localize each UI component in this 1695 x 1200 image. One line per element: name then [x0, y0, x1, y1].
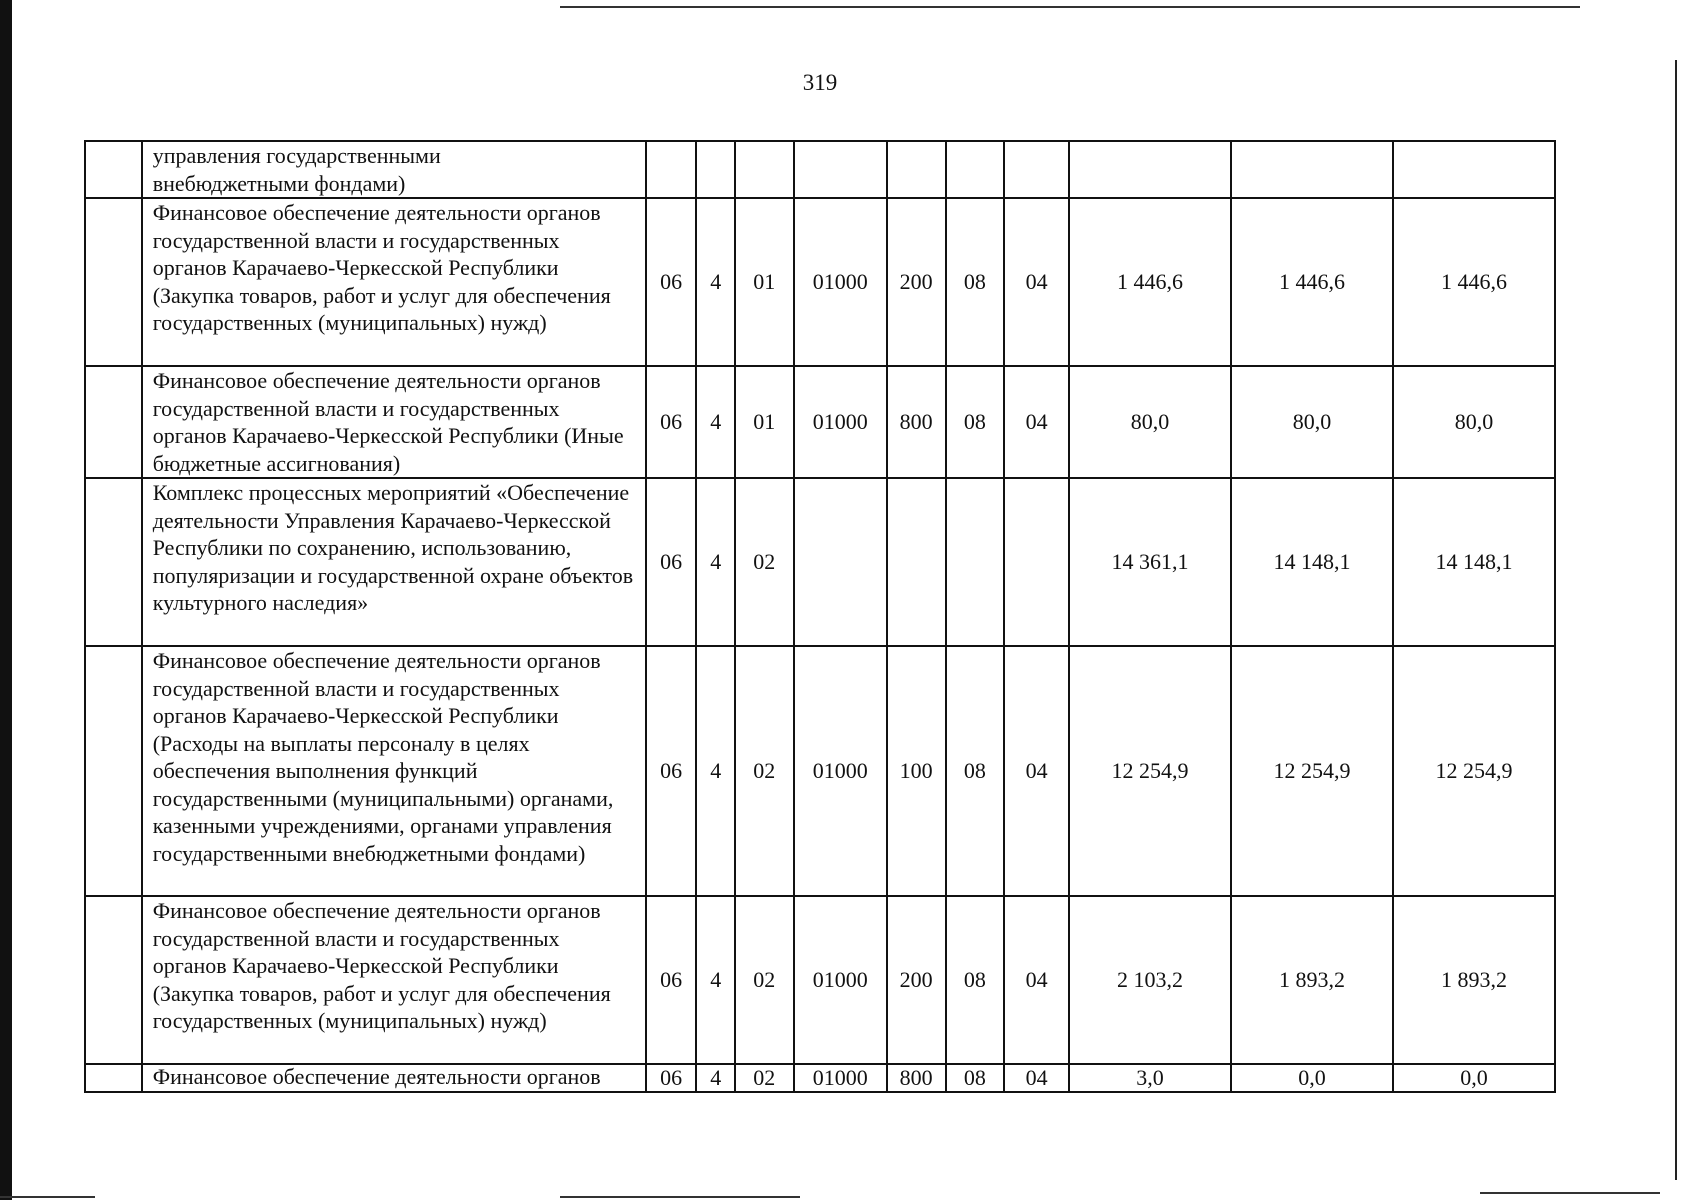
cell-code-2: [696, 141, 734, 198]
cell-code-4: [794, 478, 887, 646]
cell-amount-1: 12 254,9: [1069, 646, 1231, 896]
row-description: Комплекс процессных мероприятий «Обеспечение деятельности Управления Карачаево-Черкесской Республики по сохранению, использованию, популяризации и государственной охране объектов культурного наследия»: [142, 478, 646, 646]
row-index: [85, 198, 142, 366]
cell-code-2: 4: [696, 198, 734, 366]
scan-edge-right: [1675, 60, 1677, 1180]
cell-amount-1: 2 103,2: [1069, 896, 1231, 1064]
cell-code-7: 04: [1004, 198, 1069, 366]
cell-amount-2: 1 446,6: [1231, 198, 1393, 366]
cell-amount-3: 14 148,1: [1393, 478, 1555, 646]
row-description: управления государственными внебюджетными фондами): [142, 141, 646, 198]
cell-code-2: 4: [696, 366, 734, 478]
cell-amount-2: 80,0: [1231, 366, 1393, 478]
cell-code-1: 06: [646, 646, 697, 896]
table-row: [85, 366, 1555, 478]
row-index: [85, 1064, 142, 1092]
cell-code-4: 01000: [794, 1064, 887, 1092]
cell-code-6: 08: [946, 198, 1005, 366]
cell-code-4: 01000: [794, 896, 887, 1064]
cell-code-5: [887, 141, 946, 198]
cell-code-2: 4: [696, 1064, 734, 1092]
cell-code-3: 02: [735, 1064, 794, 1092]
cell-code-6: 08: [946, 646, 1005, 896]
cell-code-5: 200: [887, 198, 946, 366]
cell-amount-1: 3,0: [1069, 1064, 1231, 1092]
table-row: [85, 198, 1555, 366]
cell-code-2: 4: [696, 478, 734, 646]
cell-amount-1: 80,0: [1069, 366, 1231, 478]
cell-code-6: [946, 478, 1005, 646]
cell-code-4: 01000: [794, 366, 887, 478]
cell-amount-3: 80,0: [1393, 366, 1555, 478]
cell-code-5: 100: [887, 646, 946, 896]
cell-code-5: 800: [887, 366, 946, 478]
row-index: [85, 646, 142, 896]
cell-amount-2: 14 148,1: [1231, 478, 1393, 646]
row-description: Финансовое обеспечение деятельности органов государственной власти и государственных органов Карачаево-Черкесской Республики (Закупка товаров, работ и услуг для обеспечения государственных (муниципальных) нужд): [142, 896, 646, 1064]
scan-line-top: [560, 6, 1580, 8]
cell-code-4: [794, 141, 887, 198]
cell-code-1: 06: [646, 366, 697, 478]
row-description: Финансовое обеспечение деятельности органов государственной власти и государственных органов Карачаево-Черкесской Республики (Закупка товаров, работ и услуг для обеспечения государственных (муниципальных) нужд): [142, 198, 646, 366]
cell-code-7: 04: [1004, 646, 1069, 896]
cell-code-3: 02: [735, 646, 794, 896]
cell-amount-2: 12 254,9: [1231, 646, 1393, 896]
cell-amount-3: 12 254,9: [1393, 646, 1555, 896]
cell-code-3: 01: [735, 366, 794, 478]
cell-amount-1: [1069, 141, 1231, 198]
table-row: [85, 646, 1555, 896]
cell-code-3: 02: [735, 478, 794, 646]
cell-amount-3: 0,0: [1393, 1064, 1555, 1092]
cell-code-6: 08: [946, 1064, 1005, 1092]
row-description: Финансовое обеспечение деятельности органов: [142, 1064, 646, 1092]
cell-code-1: [646, 141, 697, 198]
table-row: [85, 1064, 1555, 1092]
row-description: Финансовое обеспечение деятельности органов государственной власти и государственных органов Карачаево-Черкесской Республики (Расходы на выплаты персоналу в целях обеспечения выполнения функций государственными (муниципальными) органами, казенными учреждениями, органами управления государственными внебюджетными фондами): [142, 646, 646, 896]
cell-amount-3: 1 446,6: [1393, 198, 1555, 366]
row-index: [85, 366, 142, 478]
row-index: [85, 896, 142, 1064]
cell-code-7: 04: [1004, 366, 1069, 478]
page-number: 319: [802, 70, 838, 95]
cell-amount-1: 14 361,1: [1069, 478, 1231, 646]
cell-code-6: 08: [946, 366, 1005, 478]
row-index: [85, 478, 142, 646]
cell-code-7: [1004, 478, 1069, 646]
cell-code-6: 08: [946, 896, 1005, 1064]
cell-code-1: 06: [646, 198, 697, 366]
cell-code-1: 06: [646, 478, 697, 646]
cell-code-5: 200: [887, 896, 946, 1064]
cell-code-7: [1004, 141, 1069, 198]
budget-table: [84, 140, 1556, 1093]
cell-amount-1: 1 446,6: [1069, 198, 1231, 366]
table-row: [85, 141, 1555, 198]
cell-amount-3: 1 893,2: [1393, 896, 1555, 1064]
row-index: [85, 141, 142, 198]
scan-edge-left: [0, 0, 12, 1200]
scan-line-bottom-left: [0, 1196, 95, 1198]
cell-amount-2: [1231, 141, 1393, 198]
scan-line-bottom-right: [1480, 1192, 1660, 1194]
cell-code-3: 01: [735, 198, 794, 366]
cell-code-2: 4: [696, 896, 734, 1064]
cell-code-6: [946, 141, 1005, 198]
cell-amount-2: 1 893,2: [1231, 896, 1393, 1064]
cell-code-5: [887, 478, 946, 646]
cell-code-4: 01000: [794, 646, 887, 896]
cell-code-3: 02: [735, 896, 794, 1064]
scan-line-bottom-mid: [560, 1196, 800, 1198]
table-row: [85, 478, 1555, 646]
cell-amount-3: [1393, 141, 1555, 198]
cell-amount-2: 0,0: [1231, 1064, 1393, 1092]
cell-code-3: [735, 141, 794, 198]
table-row: [85, 896, 1555, 1064]
cell-code-5: 800: [887, 1064, 946, 1092]
row-description: Финансовое обеспечение деятельности органов государственной власти и государственных органов Карачаево-Черкесской Республики (Иные бюджетные ассигнования): [142, 366, 646, 478]
cell-code-2: 4: [696, 646, 734, 896]
cell-code-7: 04: [1004, 1064, 1069, 1092]
cell-code-4: 01000: [794, 198, 887, 366]
cell-code-1: 06: [646, 896, 697, 1064]
cell-code-7: 04: [1004, 896, 1069, 1064]
cell-code-1: 06: [646, 1064, 697, 1092]
